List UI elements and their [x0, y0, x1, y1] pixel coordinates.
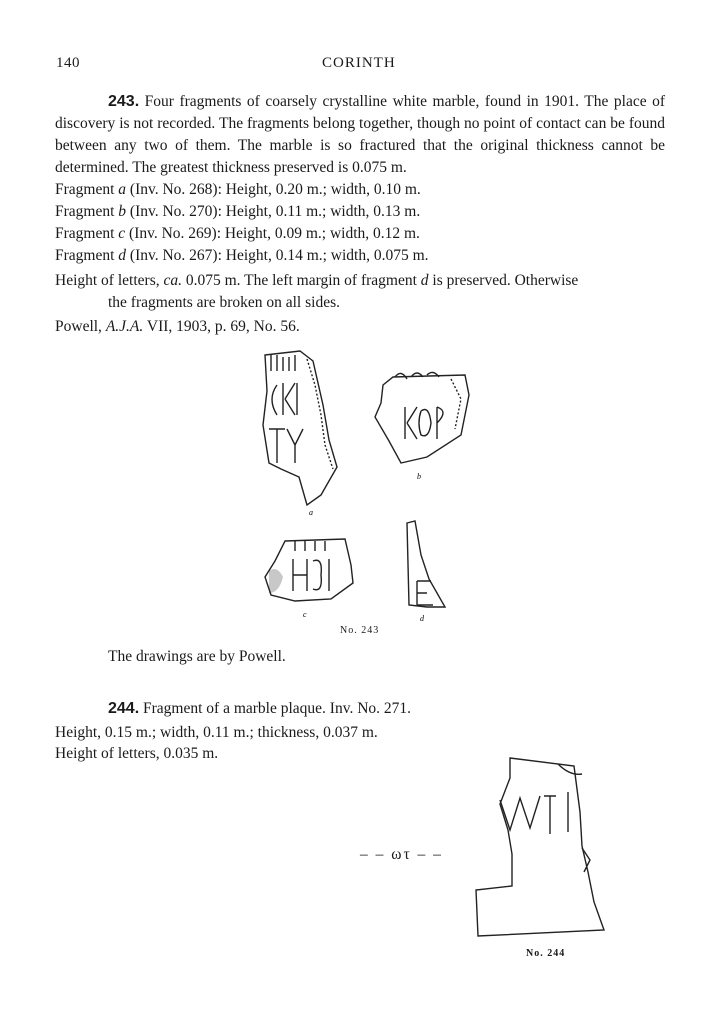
- fragment-d-line: [55, 245, 429, 267]
- fragment-label: Fragment: [55, 225, 115, 242]
- entry-243-description: [55, 91, 665, 179]
- fragment-a-line: [55, 179, 421, 201]
- entry-244-heading: [108, 698, 411, 720]
- ref-citation: VII, 1903, p. 69, No. 56.: [146, 318, 300, 335]
- fragment-d-drawing: [407, 521, 445, 607]
- fragment-letter: a: [118, 181, 127, 198]
- entry-243-number: 243.: [108, 93, 140, 110]
- letters-text: is preserved. Otherwise: [432, 272, 579, 289]
- figure-243-caption: No. 243: [340, 625, 380, 636]
- letters-text: 0.075 m. The left margin of fragment: [185, 272, 417, 289]
- entry-244-transcription: – – ωτ – –: [360, 846, 443, 863]
- fragment-label: Fragment: [55, 247, 115, 264]
- ref-journal: A.J.A.: [105, 318, 144, 335]
- entry-244-number: 244.: [108, 700, 140, 717]
- fragment-drawings-243: [255, 345, 485, 625]
- fragment-label: Fragment: [55, 181, 115, 198]
- fragment-c-label: c: [303, 610, 307, 619]
- fragment-b-line: [55, 201, 420, 223]
- fragment-details: (Inv. No. 269): Height, 0.09 m.; width, 0.12 m.: [129, 225, 420, 242]
- fragment-label: Fragment: [55, 203, 115, 220]
- letter-height-note: [55, 270, 667, 314]
- fragment-b-label: b: [417, 472, 421, 481]
- fragment-b-drawing: [375, 372, 469, 463]
- fragment-c-line: [55, 223, 420, 245]
- figure-244-caption: No. 244: [526, 948, 566, 959]
- fragment-letter: c: [118, 225, 126, 242]
- drawings-note: The drawings are by Powell.: [108, 648, 286, 665]
- fragment-d-label: d: [420, 614, 424, 623]
- entry-243-text: Four fragments of coarsely crystalline white marble, found in 1901. The place of discovery is not recorded. The fragments belong together, though no point of contact can be found between any two of them. The marble is so fractured that the original thickness cannot be determined. The greatest thickness preserved is 0.075 m.: [55, 93, 666, 176]
- fragment-a-drawing: [263, 351, 337, 505]
- entry-244-dimensions: Height, 0.15 m.; width, 0.11 m.; thickness, 0.037 m.: [55, 724, 378, 741]
- entry-244-letter-height: Height of letters, 0.035 m.: [55, 745, 219, 762]
- fragment-details: (Inv. No. 270): Height, 0.11 m.; width, 0.13 m.: [129, 203, 421, 220]
- ref-author: Powell,: [55, 318, 102, 335]
- fragment-letter: d: [420, 272, 429, 289]
- running-title: CORINTH: [322, 55, 396, 71]
- entry-244-title: Fragment of a marble plaque. Inv. No. 271.: [143, 700, 412, 717]
- letters-continuation: the fragments are broken on all sides.: [108, 294, 340, 311]
- page-number: 140: [56, 55, 80, 71]
- fragment-letter: d: [118, 247, 127, 264]
- bibliography-reference: [55, 316, 300, 338]
- fragment-c-drawing: [265, 539, 353, 601]
- fragment-details: (Inv. No. 268): Height, 0.20 m.; width, 0.10 m.: [129, 181, 421, 198]
- fragment-a-label: a: [309, 508, 313, 517]
- fragment-letter: b: [118, 203, 127, 220]
- fragment-244-drawing: [470, 752, 610, 942]
- circa-abbrev: ca.: [163, 272, 182, 289]
- letters-label: Height of letters,: [55, 272, 160, 289]
- fragment-details: (Inv. No. 267): Height, 0.14 m.; width, 0.075 m.: [129, 247, 429, 264]
